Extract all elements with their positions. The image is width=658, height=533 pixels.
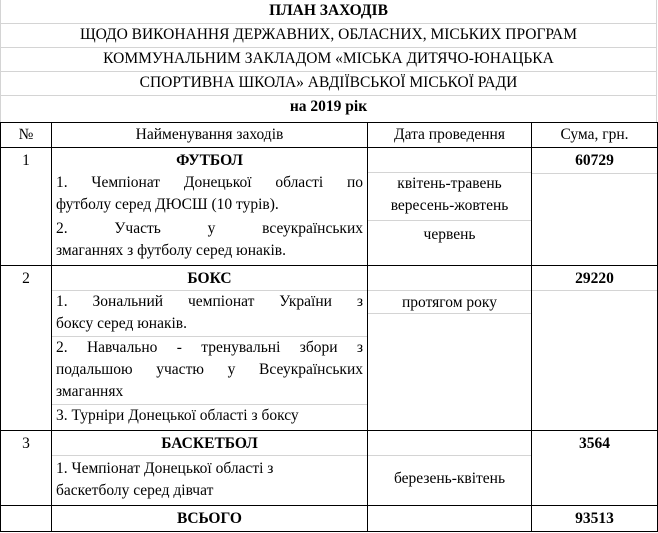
activity-item-2-line-3: змаганнях xyxy=(56,383,124,400)
sum-basketball: 3564 xyxy=(579,435,610,452)
date-boxing-1: протягом року xyxy=(368,291,531,314)
activity-item-2-line-1: 2. Навчально - тренувальні збори з xyxy=(56,339,363,356)
table-header-row xyxy=(1,123,658,148)
plan-subtitle-line-3: СПОРТИВНА ШКОЛА» АВДІЇВСЬКОЇ МІСЬКОЇ РАДИ xyxy=(0,72,657,96)
date-football-2: вересень-жовтень xyxy=(390,197,509,214)
sum-boxing: 29220 xyxy=(532,266,657,291)
activity-item-3: 3. Турніри Донецької області з боксу xyxy=(56,407,299,424)
sum-cell-basketball xyxy=(532,431,658,506)
table-row-total xyxy=(1,506,658,532)
date-cell-boxing xyxy=(368,266,532,431)
table-row-football xyxy=(1,148,658,266)
row-number: 2 xyxy=(1,266,52,431)
sum-football: 60729 xyxy=(532,148,657,174)
total-label: ВСЬОГО xyxy=(52,506,368,532)
activity-item-2-line-1: 2. Участь у всеукраїнських xyxy=(56,220,363,237)
row-number: 3 xyxy=(1,431,52,506)
column-header-name: Найменування заходів xyxy=(52,123,368,148)
activity-item-1-line-1: 1. Зональний чемпіонат України з xyxy=(56,293,363,310)
plan-year: на 2019 рік xyxy=(0,96,657,122)
activity-cell-basketball xyxy=(52,431,368,506)
table-row-boxing xyxy=(1,266,658,431)
activity-item-1-line-2: боксу серед юнаків. xyxy=(56,315,188,332)
activity-item-2-line-2: змаганнях з футболу серед юнаків. xyxy=(56,242,286,259)
date-basketball-1: березень-квітень xyxy=(393,470,506,487)
sport-title-football: ФУТБОЛ xyxy=(176,152,243,169)
sum-cell-boxing xyxy=(532,266,658,431)
activity-item-2-line-2: подальшою участю у Всеукраїнських xyxy=(56,361,363,378)
plan-table xyxy=(0,122,658,532)
table-row-basketball xyxy=(1,431,658,506)
sum-cell-football xyxy=(532,148,658,266)
column-header-num: № xyxy=(1,123,52,148)
date-football-3: червень xyxy=(423,226,476,243)
total-empty-date-cell xyxy=(368,506,532,532)
date-cell-basketball xyxy=(368,431,532,506)
plan-subtitle-line-1: ЩОДО ВИКОНАННЯ ДЕРЖАВНИХ, ОБЛАСНИХ, МІСЬКИХ ПРОГРАМ xyxy=(0,24,657,48)
activity-item-1-line-1: 1. Чемпіонат Донецької області з xyxy=(56,460,274,477)
activity-item-1-line-2: баскетболу серед дівчат xyxy=(56,482,214,499)
column-header-sum: Сума, грн. xyxy=(532,123,658,148)
total-empty-cell xyxy=(1,506,52,532)
row-number: 1 xyxy=(1,148,52,266)
plan-subtitle-line-2: КОММУНАЛЬНИМ ЗАКЛАДОМ «МІСЬКА ДИТЯЧО-ЮНАЦЬКА xyxy=(0,48,657,72)
sport-title-boxing: БОКС xyxy=(52,266,367,291)
sport-title-basketball: БАСКЕТБОЛ xyxy=(52,431,367,456)
activity-cell-boxing xyxy=(52,266,368,431)
date-cell-football xyxy=(368,148,532,266)
activity-item-1-line-1: 1. Чемпіонат Донецької області по xyxy=(56,174,363,191)
date-football-1: квітень-травень xyxy=(397,175,502,192)
column-header-date: Дата проведення xyxy=(368,123,532,148)
plan-title: ПЛАН ЗАХОДІВ xyxy=(0,0,657,24)
activity-cell-football xyxy=(52,148,368,266)
activity-item-1-line-2: футболу серед ДЮСШ (10 турів). xyxy=(56,196,279,213)
total-sum: 93513 xyxy=(532,506,658,532)
